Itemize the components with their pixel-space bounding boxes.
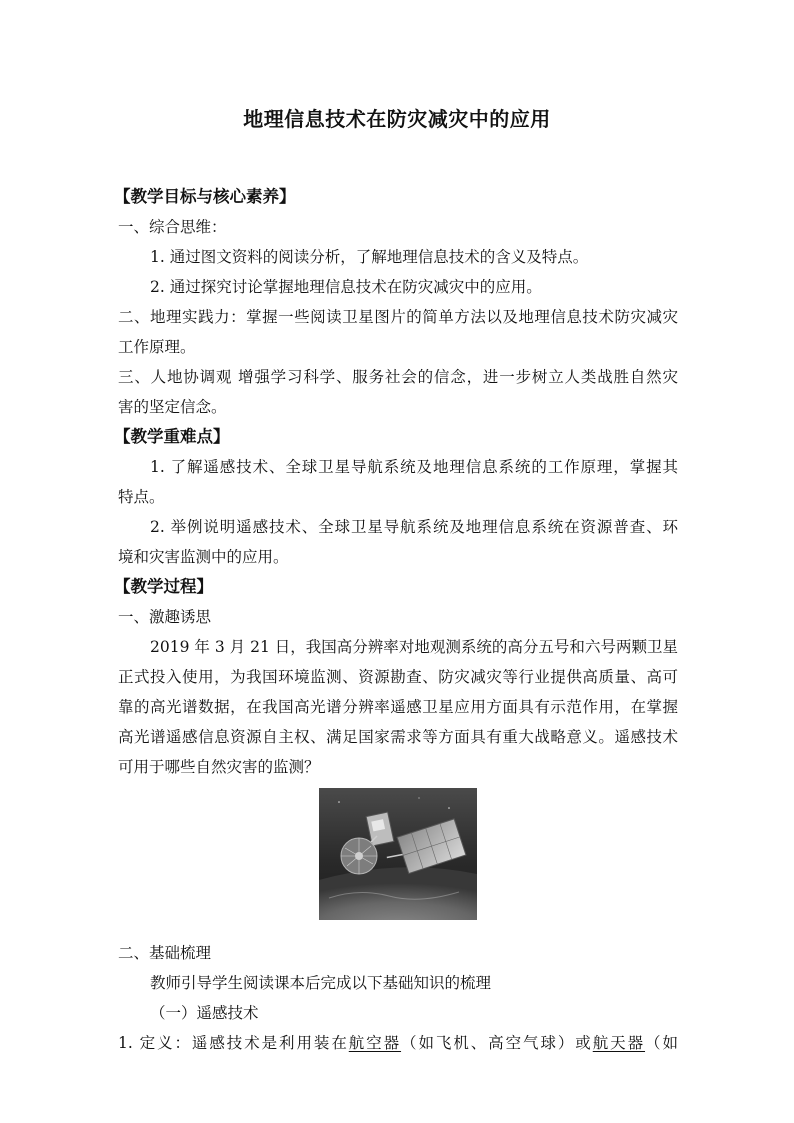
subsection-remote-sensing: （一）遥感技术 <box>150 1004 259 1022</box>
objective-2-line-1: 二、地理实践力：掌握一些阅读卫星图片的简单方法以及地理信息技术防灾减灾 <box>118 308 678 326</box>
page-title: 地理信息技术在防灾减灾中的应用 <box>243 107 551 131</box>
satellite-figure <box>118 788 678 926</box>
objective-1: 一、综合思维： <box>118 218 227 236</box>
key-point-1-line-1: 1. 了解遥感技术、全球卫星导航系统及地理信息系统的工作原理，掌握其 <box>150 458 678 476</box>
process-step-1: 一、激趣诱思 <box>118 608 212 626</box>
definition-line <box>118 1028 678 1058</box>
definition-suffix: （如 <box>645 1034 678 1052</box>
key-point-2-line-2: 境和灾害监测中的应用。 <box>118 548 289 566</box>
paragraph-line-1: 2019 年 3 月 21 日，我国高分辨率对地观测系统的高分五号和六号两颗卫星 <box>150 638 678 656</box>
satellite-photo-icon <box>319 788 477 920</box>
objective-3-line-2: 害的坚定信念。 <box>118 398 227 416</box>
process-heading: 【教学过程】 <box>114 577 213 596</box>
paragraph-line-4: 高光谱遥感信息资源自主权、满足国家需求等方面具有重大战略意义。遥感技术 <box>118 728 678 746</box>
process-step-2-intro: 教师引导学生阅读课本后完成以下基础知识的梳理 <box>150 974 492 992</box>
objective-2-line-2: 工作原理。 <box>118 338 196 356</box>
term-aircraft: 航空器 <box>348 1034 402 1052</box>
objective-1-1: 1. 通过图文资料的阅读分析，了解地理信息技术的含义及特点。 <box>150 248 589 266</box>
term-spacecraft: 航天器 <box>592 1034 646 1052</box>
document-body <box>114 182 678 1058</box>
objectives-heading: 【教学目标与核心素养】 <box>114 187 296 206</box>
paragraph-line-3: 靠的高光谱数据，在我国高光谱分辨率遥感卫星应用方面具有示范作用，在掌握 <box>118 698 678 716</box>
key-points-heading: 【教学重难点】 <box>114 427 230 446</box>
definition-prefix: 1. 定义：遥感技术是利用装在 <box>118 1034 349 1052</box>
key-point-2-line-1: 2. 举例说明遥感技术、全球卫星导航系统及地理信息系统在资源普查、环 <box>150 518 678 536</box>
objective-3-line-1: 三、人地协调观 增强学习科学、服务社会的信念，进一步树立人类战胜自然灾 <box>118 368 678 386</box>
process-step-2: 二、基础梳理 <box>118 944 212 962</box>
paragraph-line-2: 正式投入使用，为我国环境监测、资源勘查、防灾减灾等行业提供高质量、高可 <box>118 668 678 686</box>
paragraph-line-5: 可用于哪些自然灾害的监测？ <box>118 758 320 776</box>
key-point-1-line-2: 特点。 <box>118 488 165 506</box>
definition-middle: （如飞机、高空气球）或 <box>401 1034 593 1052</box>
objective-1-2: 2. 通过探究讨论掌握地理信息技术在防灾减灾中的应用。 <box>150 278 542 296</box>
